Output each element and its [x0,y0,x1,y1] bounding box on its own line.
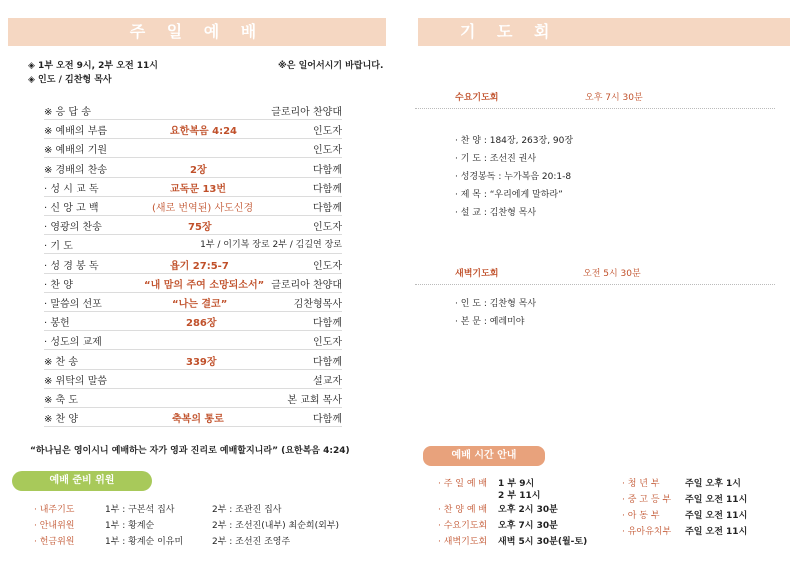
committee-first-service: 1부 : 황계순 이유미 [105,537,184,547]
standing-notice: ※은 일어서시기 바랍니다. [278,61,384,71]
schedule-title: 예배 시간 안내 [451,450,517,461]
schedule-group-name: · 청 년 부 [622,479,660,489]
order-row [44,196,342,216]
committee-role: · 안내위원 [34,521,75,531]
committee-second-service: 2부 : 조관진 집사 [212,505,282,515]
order-item-label: ※ 경배의 찬송 [44,164,108,176]
order-item-label: · 찬 양 [44,279,73,291]
schedule-group-time: 주일 오전 11시 [685,511,748,521]
order-item-detail: “나는 결코” [172,299,228,310]
scripture-verse: “하나님은 영이시니 예배하는 자가 영과 진리로 예배할지니라” (요한복음 4:24) [30,446,350,456]
schedule-group-time: 주일 오전 11시 [685,495,748,505]
order-row [44,407,342,427]
divider [415,108,775,109]
prayer-detail-line: · 설 교 : 김찬형 목사 [455,208,537,218]
order-item-responsible: 인도자 [313,337,342,349]
schedule-group-name: · 아 동 부 [622,511,660,521]
dawn-prayer-time: 오전 5시 30분 [583,269,641,279]
schedule-title-pill [423,446,545,466]
prayer-detail-line: · 성경봉독 : 누가복음 20:1-8 [455,172,572,182]
schedule-service-name: · 수요기도회 [438,521,488,531]
order-item-responsible: 다함께 [313,164,342,176]
committee-second-service: 2부 : 조선진(내부) 최순희(외부) [212,521,340,531]
section-header-text: 주 일 예 배 [129,22,265,41]
order-item-responsible: 글로리아 찬양대 [271,279,342,291]
order-item-detail: 요한복음 4:24 [170,126,237,138]
order-item-label: ※ 응 답 송 [44,107,91,118]
order-row [44,388,342,408]
order-row [44,330,342,350]
order-item-label: · 신 앙 고 백 [44,203,99,214]
order-item-responsible: 글로리아 찬양대 [271,107,342,118]
wednesday-prayer-time: 오후 7시 30분 [585,93,643,103]
order-item-responsible: 김찬형목사 [293,299,342,310]
order-item-detail: 286장 [186,318,217,330]
order-row [44,158,342,178]
order-item-label: · 봉헌 [44,318,70,330]
order-row [44,100,342,120]
prayer-detail-line: · 찬 양 : 184장, 263장, 90장 [455,136,574,146]
order-row [44,138,342,158]
order-item-label: · 성도의 교제 [44,337,102,349]
prayer-detail-line: · 인 도 : 김찬형 목사 [455,299,537,309]
order-item-responsible: 인도자 [313,145,342,157]
schedule-service-time-2: 2 부 11시 [498,491,541,501]
leader-line: ◈ 인도 / 김찬형 목사 [28,75,112,85]
committee-first-service: 1부 : 황계순 [105,521,155,531]
order-item-label: ※ 예배의 부름 [44,126,108,138]
order-item-responsible: 다함께 [313,183,342,195]
order-row [44,369,342,389]
committee-title: 예배 준비 위원 [49,475,115,486]
order-item-detail: 욥기 27:5-7 [170,260,229,272]
order-item-responsible: 인도자 [313,222,342,234]
section-header-sunday-worship [8,18,386,46]
divider [415,284,775,285]
section-header-text: 기 도 회 [460,22,558,41]
committee-role: · 내주기도 [34,505,75,515]
dawn-prayer-title: 새벽기도회 [455,269,499,279]
committee-role: · 헌금위원 [34,537,75,547]
order-item-label: · 성 경 봉 독 [44,260,99,272]
schedule-group-time: 주일 오전 11시 [685,527,748,537]
order-row [44,350,342,370]
order-item-label: · 말씀의 선포 [44,299,102,310]
schedule-service-time: 새벽 5시 30분(월-토) [498,537,588,547]
order-item-responsible: 다함께 [313,414,342,426]
order-item-label: · 성 시 교 독 [44,183,99,195]
prayer-detail-line: · 본 문 : 예레미야 [455,317,525,327]
order-row [44,292,342,312]
schedule-service-time: 오후 7시 30분 [498,521,558,531]
schedule-group-time: 주일 오후 1시 [685,479,741,489]
order-row [44,273,342,293]
order-item-label: · 영광의 찬송 [44,222,102,234]
order-row [44,177,342,197]
prayer-detail-line: · 기 도 : 조선진 권사 [455,154,537,164]
order-item-detail: 2장 [190,164,207,176]
order-item-detail: “내 맘의 주여 소망되소서” [144,279,265,291]
schedule-service-name: · 새벽기도회 [438,537,488,547]
order-item-responsible: 인도자 [313,126,342,138]
order-item-responsible: 설교자 [313,375,342,387]
committee-first-service: 1부 : 구본석 집사 [105,505,175,515]
section-header-prayer-meeting [418,18,790,46]
order-item-responsible: 다함께 [313,356,342,368]
order-item-label: · 기 도 [44,241,73,253]
order-item-label: ※ 위탁의 말씀 [44,375,108,387]
schedule-service-time: 오후 2시 30분 [498,505,558,515]
schedule-group-name: · 중 고 등 부 [622,495,672,505]
schedule-service-name: · 찬 양 예 배 [438,505,488,515]
order-item-label: ※ 예배의 기원 [44,145,108,157]
order-row [44,254,342,274]
schedule-service-time: 1 부 9시 [498,479,535,489]
order-item-detail: 축복의 통로 [172,414,224,426]
wednesday-prayer-title: 수요기도회 [455,93,499,103]
order-item-label: ※ 축 도 [44,395,79,406]
order-row [44,215,342,235]
committee-title-pill [12,471,152,491]
order-item-responsible: 다함께 [313,203,342,214]
order-item-detail: 75장 [188,222,212,234]
committee-second-service: 2부 : 조선진 조영주 [212,537,291,547]
order-item-label: ※ 찬 양 [44,414,79,426]
order-item-label: ※ 찬 송 [44,356,79,368]
schedule-group-name: · 유아유치부 [622,527,672,537]
order-item-responsible: 다함께 [313,318,342,330]
order-item-detail: 교독문 13번 [170,183,227,195]
order-row [44,119,342,139]
order-item-responsible: 1부 / 이기복 장로 2부 / 김길연 장로 [200,240,342,251]
order-item-detail: 339장 [186,356,217,368]
order-item-responsible: 인도자 [313,260,342,272]
order-row [44,234,342,254]
schedule-service-name: · 주 일 예 배 [438,479,488,489]
order-row [44,311,342,331]
service-times-line: ◈ 1부 오전 9시, 2부 오전 11시 [28,61,159,71]
prayer-detail-line: · 제 목 : “우리에게 말하라” [455,190,563,200]
order-item-responsible: 본 교회 목사 [287,395,342,406]
order-item-detail: (새로 번역된) 사도신경 [152,203,254,214]
